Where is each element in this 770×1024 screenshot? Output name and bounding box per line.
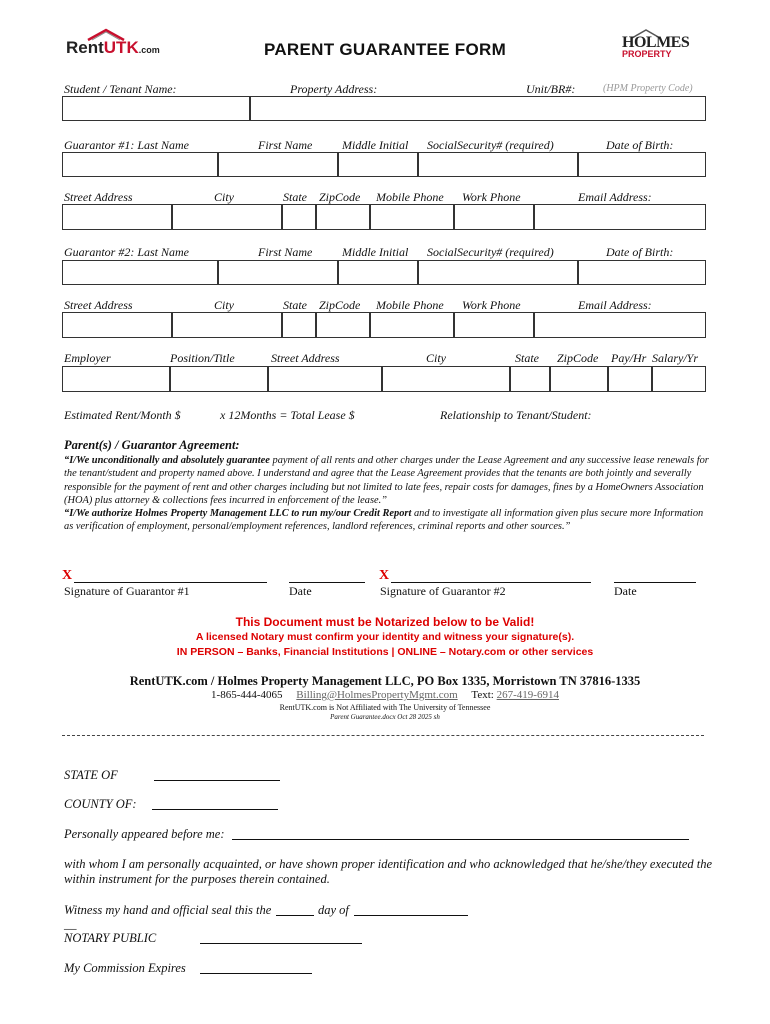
page-title: PARENT GUARANTEE FORM bbox=[263, 40, 507, 59]
a2-email-field[interactable] bbox=[534, 312, 706, 338]
agreement-p2-text: and to investigate all information given plus secure more Information as verification of employment, personal/employment references, landlord references, criminal reports and other sources.” bbox=[64, 508, 704, 533]
a1-state-label: State bbox=[283, 190, 307, 204]
g2-first-name-label: First Name bbox=[258, 245, 313, 259]
text-label: Text: bbox=[471, 689, 494, 701]
a1-state-field[interactable] bbox=[282, 204, 316, 230]
a2-zip-label: ZipCode bbox=[319, 298, 361, 312]
a2-city-field[interactable] bbox=[172, 312, 282, 338]
notary-statement: with whom I am personally acquainted, or have shown proper identification and who acknowledged that he/she/they executed the within instrument for the purposes therein contained. bbox=[64, 857, 713, 886]
document-reference: Parent Guarantee.docx Oct 28 2025 sh bbox=[330, 713, 440, 721]
g1-dob-label: Date of Birth: bbox=[606, 138, 674, 152]
phone-number: 1-865-444-4065 bbox=[211, 689, 283, 701]
emp-city-field[interactable] bbox=[382, 366, 510, 392]
payhr-label: Pay/Hr bbox=[611, 351, 647, 365]
sig2-label: Signature of Guarantor #2 bbox=[380, 584, 506, 598]
state-of-label: STATE OF bbox=[64, 768, 118, 782]
notary-dash: __ bbox=[64, 917, 77, 931]
salary-field[interactable] bbox=[652, 366, 706, 392]
sig1-label: Signature of Guarantor #1 bbox=[64, 584, 190, 598]
a1-mobile-label: Mobile Phone bbox=[376, 190, 444, 204]
relationship-label: Relationship to Tenant/Student: bbox=[440, 408, 592, 422]
a1-city-field[interactable] bbox=[172, 204, 282, 230]
agreement-p1-bold: “I/We unconditionally and absolutely guarantee bbox=[64, 455, 270, 466]
payhr-field[interactable] bbox=[608, 366, 652, 392]
agreement-paragraph-1 bbox=[64, 454, 714, 507]
unit-label: Unit/BR#: bbox=[526, 82, 576, 96]
notarize-warning: This Document must be Notarized below to be Valid! bbox=[235, 615, 535, 629]
g2-dob-field[interactable] bbox=[578, 260, 706, 285]
property-address-field[interactable] bbox=[250, 96, 706, 121]
employer-label: Employer bbox=[64, 351, 111, 365]
employer-field[interactable] bbox=[62, 366, 170, 392]
logo-utk-text: UTK bbox=[103, 38, 139, 57]
witness-label: Witness my hand and official seal this the bbox=[64, 903, 272, 917]
agreement-p1-text: payment of all rents and other charges under the Lease Agreement and any successive lease renewals for the tenant/student and property named above. I understand and agree that the Lease Agreement provides that the tenants are both jointly and severally responsible for the payment of rent and other charges including but not limited to late fees, repair costs for damages, fines by a HomeOwners Association (HOA) plus attorney & collections fees incurred in enforcement of the lease.” bbox=[64, 455, 709, 506]
contact-line bbox=[0, 689, 770, 701]
notary-options-text: IN PERSON – Banks, Financial Institutions | ONLINE – Notary.com or other services bbox=[176, 646, 594, 658]
sig2-line[interactable] bbox=[391, 582, 591, 583]
a1-email-label: Email Address: bbox=[578, 190, 652, 204]
g1-last-name-field[interactable] bbox=[62, 152, 218, 177]
witness-day-field[interactable] bbox=[276, 915, 314, 916]
g2-first-name-field[interactable] bbox=[218, 260, 338, 285]
emp-street-field[interactable] bbox=[268, 366, 382, 392]
a1-zip-field[interactable] bbox=[316, 204, 370, 230]
agreement-p2-bold: “I/We authorize Holmes Property Management LLC to run my/our Credit Report bbox=[64, 508, 412, 519]
witness-month-field[interactable] bbox=[354, 915, 468, 916]
appeared-label: Personally appeared before me: bbox=[64, 827, 225, 841]
salary-label: Salary/Yr bbox=[652, 351, 699, 365]
logo-holmes-text: HOLMES bbox=[622, 34, 690, 51]
a2-state-label: State bbox=[283, 298, 307, 312]
a2-state-field[interactable] bbox=[282, 312, 316, 338]
estimated-rent-label: Estimated Rent/Month $ bbox=[64, 408, 181, 422]
a1-work-field[interactable] bbox=[454, 204, 534, 230]
holmes-logo bbox=[612, 28, 704, 62]
a2-work-field[interactable] bbox=[454, 312, 534, 338]
text-phone-link[interactable]: 267-419-6914 bbox=[496, 689, 559, 701]
g1-middle-label: Middle Initial bbox=[342, 138, 409, 152]
date1-label: Date bbox=[289, 584, 312, 598]
disclaimer-text: RentUTK.com is Not Affiliated with The University of Tennessee bbox=[279, 703, 491, 712]
emp-street-label: Street Address bbox=[271, 351, 340, 365]
g1-dob-field[interactable] bbox=[578, 152, 706, 177]
billing-email-link[interactable]: Billing@HolmesPropertyMgmt.com bbox=[296, 689, 458, 701]
appeared-field[interactable] bbox=[232, 839, 689, 840]
county-of-field[interactable] bbox=[152, 809, 278, 810]
day-of-label: day of bbox=[318, 903, 349, 917]
g1-ssn-label: SocialSecurity# (required) bbox=[427, 138, 554, 152]
a2-city-label: City bbox=[214, 298, 234, 312]
position-label: Position/Title bbox=[170, 351, 235, 365]
a2-work-label: Work Phone bbox=[462, 298, 521, 312]
g2-middle-field[interactable] bbox=[338, 260, 418, 285]
emp-zip-label: ZipCode bbox=[557, 351, 599, 365]
emp-city-label: City bbox=[426, 351, 446, 365]
sig1-x-mark: X bbox=[62, 568, 73, 583]
g2-last-name-label: Guarantor #2: Last Name bbox=[64, 245, 190, 259]
a1-email-field[interactable] bbox=[534, 204, 706, 230]
emp-state-field[interactable] bbox=[510, 366, 550, 392]
g1-ssn-field[interactable] bbox=[418, 152, 578, 177]
logo-rent-text: Rent bbox=[66, 38, 104, 57]
position-field[interactable] bbox=[170, 366, 268, 392]
date2-line[interactable] bbox=[614, 582, 696, 583]
g2-last-name-field[interactable] bbox=[62, 260, 218, 285]
sig2-x-mark: X bbox=[379, 568, 390, 583]
agreement-heading: Parent(s) / Guarantor Agreement: bbox=[64, 438, 240, 452]
a2-email-label: Email Address: bbox=[578, 298, 652, 312]
property-address-label: Property Address: bbox=[290, 82, 378, 96]
agreement-paragraph-2 bbox=[64, 507, 714, 534]
a2-street-field[interactable] bbox=[62, 312, 172, 338]
emp-zip-field[interactable] bbox=[550, 366, 608, 392]
a1-mobile-field[interactable] bbox=[370, 204, 454, 230]
state-of-field[interactable] bbox=[154, 780, 280, 781]
a2-street-label: Street Address bbox=[64, 298, 133, 312]
section-divider bbox=[62, 735, 704, 736]
logo-com-text: .com bbox=[138, 45, 160, 55]
commission-expires-field[interactable] bbox=[200, 973, 312, 974]
sig1-line[interactable] bbox=[74, 582, 267, 583]
a1-zip-label: ZipCode bbox=[319, 190, 361, 204]
a1-street-label: Street Address bbox=[64, 190, 133, 204]
a2-zip-field[interactable] bbox=[316, 312, 370, 338]
a1-work-label: Work Phone bbox=[462, 190, 521, 204]
emp-state-label: State bbox=[515, 351, 539, 365]
student-name-field[interactable] bbox=[62, 96, 250, 121]
logo-property-text: PROPERTY bbox=[622, 49, 672, 59]
notary-confirm-text: A licensed Notary must confirm your identity and witness your signature(s). bbox=[195, 631, 575, 643]
g2-middle-label: Middle Initial bbox=[342, 245, 409, 259]
g1-middle-field[interactable] bbox=[338, 152, 418, 177]
date1-line[interactable] bbox=[289, 582, 365, 583]
date2-label: Date bbox=[614, 584, 637, 598]
g2-ssn-field[interactable] bbox=[418, 260, 578, 285]
g2-dob-label: Date of Birth: bbox=[606, 245, 674, 259]
a1-city-label: City bbox=[214, 190, 234, 204]
notary-public-label: NOTARY PUBLIC bbox=[64, 931, 157, 945]
g1-last-name-label: Guarantor #1: Last Name bbox=[64, 138, 190, 152]
a2-mobile-field[interactable] bbox=[370, 312, 454, 338]
total-lease-label: x 12Months = Total Lease $ bbox=[220, 408, 355, 422]
a1-street-field[interactable] bbox=[62, 204, 172, 230]
county-of-label: COUNTY OF: bbox=[64, 797, 137, 811]
notary-public-field[interactable] bbox=[200, 943, 362, 944]
g2-ssn-label: SocialSecurity# (required) bbox=[427, 245, 554, 259]
student-name-label: Student / Tenant Name: bbox=[64, 82, 177, 96]
company-address: RentUTK.com / Holmes Property Management LLC, PO Box 1335, Morristown TN 37816-1335 bbox=[129, 674, 641, 688]
hpm-code-label: (HPM Property Code) bbox=[603, 83, 693, 94]
g1-first-name-field[interactable] bbox=[218, 152, 338, 177]
a2-mobile-label: Mobile Phone bbox=[376, 298, 444, 312]
commission-expires-label: My Commission Expires bbox=[64, 961, 186, 975]
g1-first-name-label: First Name bbox=[258, 138, 313, 152]
